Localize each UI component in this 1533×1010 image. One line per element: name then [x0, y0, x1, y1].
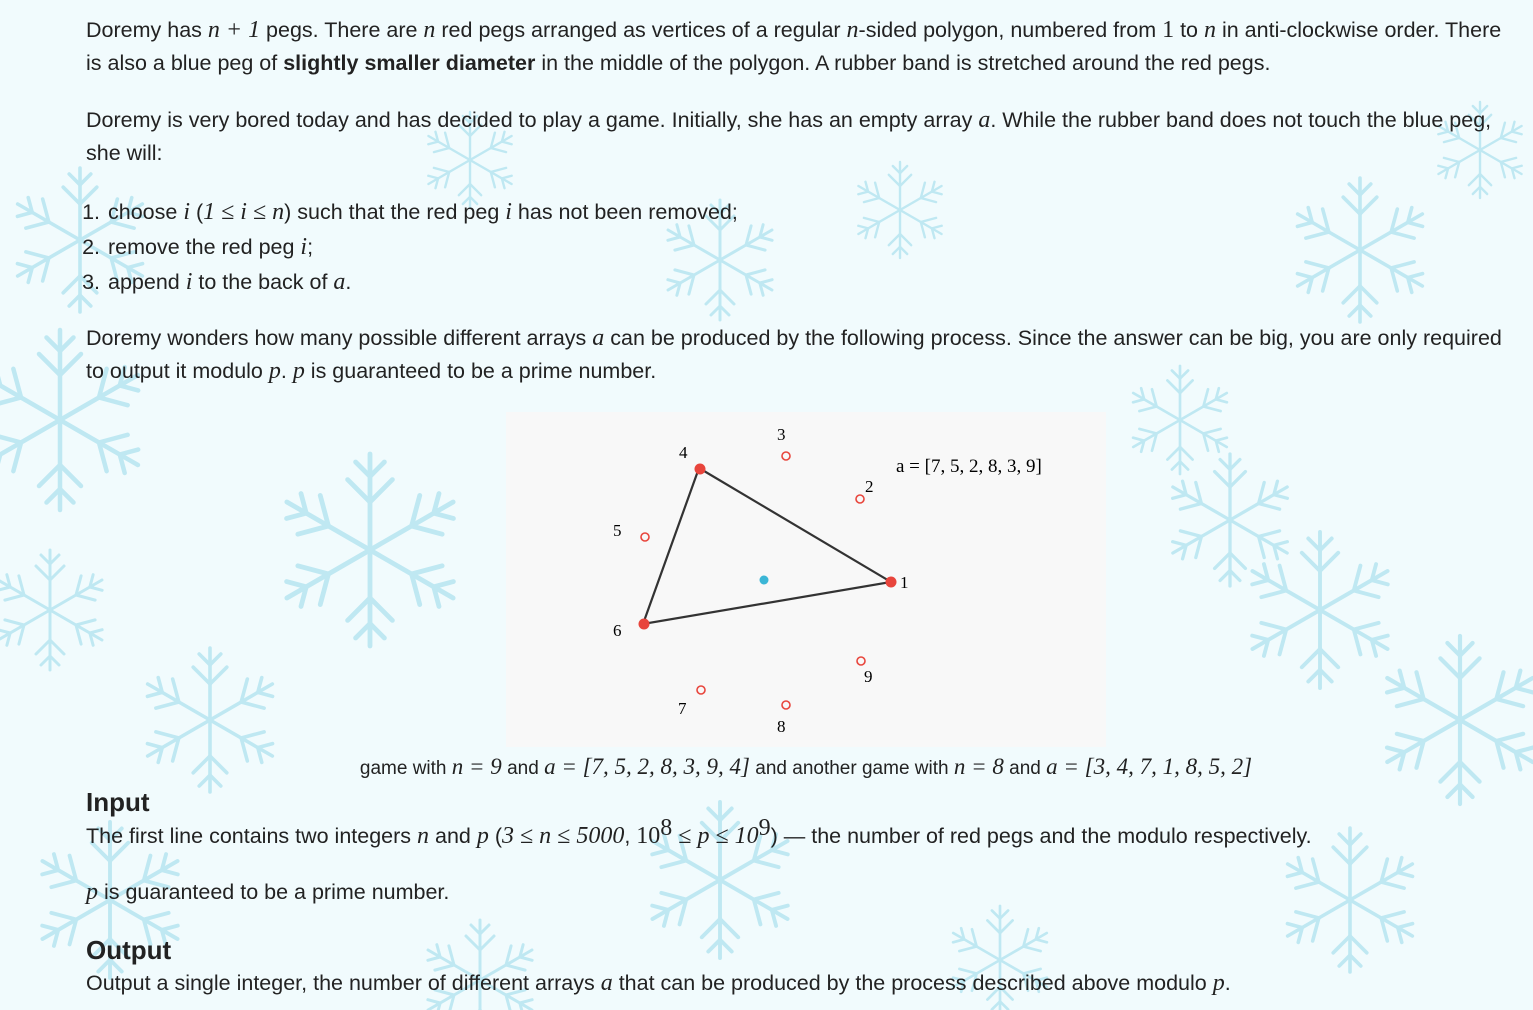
peg-label-9: 9	[864, 667, 873, 686]
game-paragraph	[86, 104, 1516, 169]
text: (	[488, 824, 502, 848]
blue-peg	[760, 576, 769, 585]
text: that can be produced by the process described above modulo	[612, 971, 1213, 995]
red-peg-4	[695, 464, 706, 475]
math: 8	[660, 814, 673, 841]
text: append	[108, 270, 186, 294]
text: -sided polygon, numbered from	[858, 18, 1163, 42]
math: n	[846, 17, 859, 43]
peg-label-1: 1	[900, 573, 909, 592]
red-peg-6	[639, 619, 650, 630]
input-heading: Input	[86, 787, 150, 817]
output-heading: Output	[86, 935, 172, 965]
text: ) such that the red peg	[284, 200, 506, 224]
text: pegs. There are	[260, 18, 424, 42]
math: 9	[758, 814, 771, 841]
intro-paragraph	[86, 14, 1516, 79]
red-peg-1	[886, 577, 897, 588]
peg-diagram	[506, 412, 1106, 747]
text: Output a single integer, the number of different arrays	[86, 971, 601, 995]
math: i	[505, 199, 512, 225]
rubber-band	[643, 468, 891, 624]
text: in anti-clockwise order. There is also a blue peg of	[86, 18, 1502, 75]
text: .	[345, 270, 352, 294]
text: Doremy wonders how many possible different arrays	[86, 326, 593, 350]
red-peg-removed-3	[782, 452, 790, 460]
math: i	[183, 199, 190, 225]
array-label: a = [7, 5, 2, 8, 3, 9]	[896, 456, 1042, 477]
math: i	[185, 269, 193, 295]
math: 10	[636, 823, 661, 849]
list-item	[106, 195, 1533, 230]
steps-list	[64, 195, 1533, 300]
text: ,	[624, 824, 637, 848]
math: n + 1	[207, 17, 261, 43]
list-item	[106, 265, 1533, 300]
text: and	[429, 824, 477, 848]
text: Doremy is very bored today and has decided to play a game. Initially, she has an empty array	[86, 108, 979, 132]
input-line-1	[86, 814, 1516, 853]
math: 1 ≤ i ≤ n	[203, 199, 285, 225]
list-item	[106, 230, 1533, 265]
text: .	[1224, 971, 1231, 995]
figure-caption	[86, 751, 1526, 786]
peg-label-6: 6	[613, 621, 622, 640]
math: ≤ p ≤ 10	[672, 823, 759, 849]
question-paragraph	[86, 322, 1516, 387]
math: n	[417, 823, 430, 849]
text: to the back of	[192, 270, 334, 294]
peg-label-5: 5	[613, 521, 622, 540]
math: n	[1204, 17, 1216, 43]
math: n = 8	[953, 754, 1004, 779]
math: i	[300, 234, 308, 260]
output-line	[86, 967, 1516, 1000]
text: ) — the number of red pegs and the modulo respectively.	[770, 824, 1312, 848]
text: and	[1003, 758, 1047, 779]
red-peg-removed-5	[641, 533, 649, 541]
red-peg-removed-8	[782, 701, 790, 709]
math: n = 9	[451, 754, 502, 779]
text: is guaranteed to be a prime number.	[304, 358, 657, 383]
text: . While the rubber band does not touch the blue peg, she will:	[86, 108, 1492, 165]
text: remove the red peg	[108, 235, 301, 259]
text: choose	[108, 200, 184, 224]
math: p	[268, 357, 281, 384]
text: to	[1174, 18, 1204, 42]
text: can be produced by the following process. Since the answer can be big, you are only required to output it modulo	[86, 326, 1502, 383]
math: a = [7, 5, 2, 8, 3, 9, 4]	[544, 754, 750, 779]
text: red pegs arranged as vertices of a regular	[435, 18, 847, 42]
peg-label-7: 7	[678, 699, 687, 718]
peg-label-8: 8	[777, 717, 786, 736]
math: a	[592, 325, 605, 351]
math: 1	[1162, 17, 1175, 43]
math: p	[292, 357, 305, 384]
text: is guaranteed to be a prime number.	[98, 880, 450, 904]
red-peg-removed-2	[856, 495, 864, 503]
math: n	[423, 17, 436, 43]
text: in the middle of the polygon. A rubber band is stretched around the red pegs.	[535, 50, 1271, 75]
red-peg-removed-9	[857, 657, 865, 665]
math: a	[978, 107, 991, 133]
text: and another game with	[750, 758, 954, 779]
text: Doremy has	[86, 18, 208, 42]
math: a	[333, 269, 346, 295]
text: has not been removed;	[511, 200, 738, 224]
peg-label-3: 3	[777, 425, 786, 444]
peg-label-2: 2	[865, 477, 874, 496]
math: 3 ≤ n ≤ 5000	[501, 823, 625, 849]
text: and	[501, 758, 545, 779]
math: a = [3, 4, 7, 1, 8, 5, 2]	[1046, 754, 1253, 779]
input-line-2	[86, 876, 1516, 909]
peg-label-4: 4	[679, 443, 688, 462]
math: p	[476, 823, 489, 849]
text: ;	[307, 235, 314, 259]
text: game with	[359, 758, 452, 779]
bold-text: slightly smaller diameter	[283, 50, 536, 75]
math: p	[86, 879, 98, 905]
math: a	[600, 970, 613, 996]
text: The first line contains two integers	[86, 824, 418, 848]
text: (	[189, 200, 204, 224]
figure-panel	[506, 412, 1106, 747]
red-peg-removed-7	[697, 686, 705, 694]
text: .	[280, 358, 293, 383]
math: p	[1212, 970, 1225, 996]
